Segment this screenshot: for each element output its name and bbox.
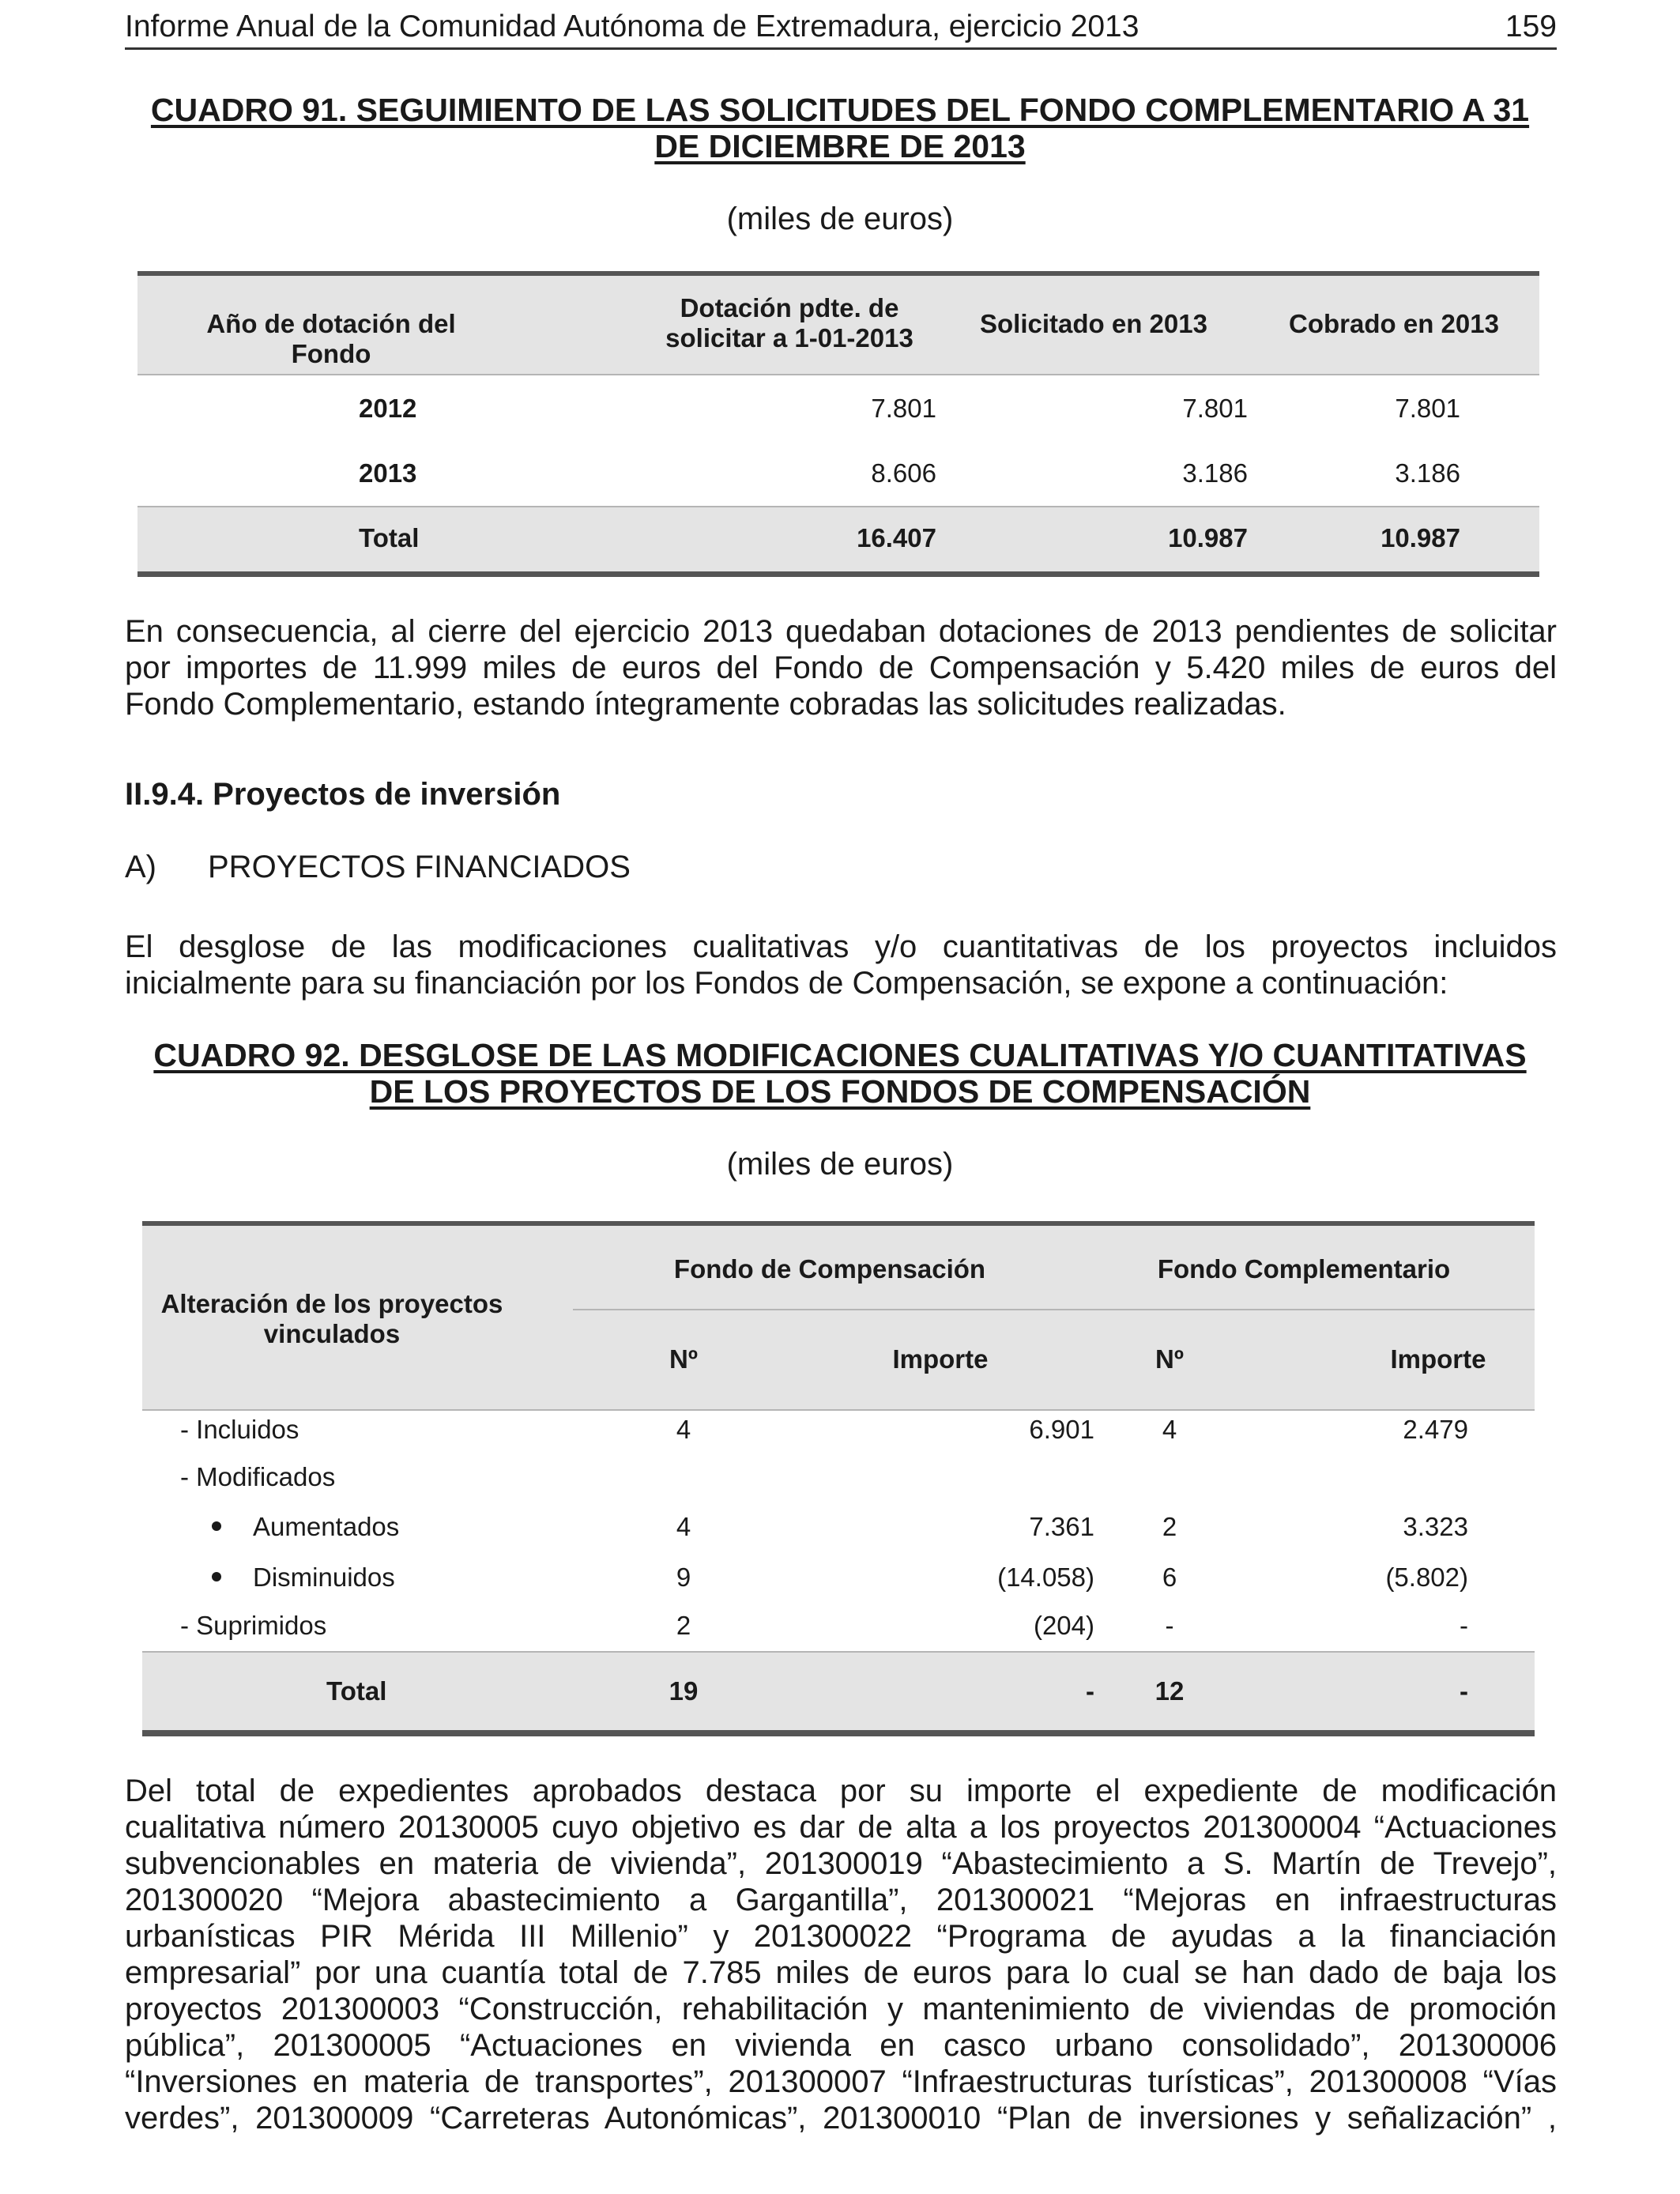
header-fc-importe: Importe (892, 1344, 989, 1374)
paragraph-line: “Inversiones en materia de transportes”, 201300007 “Infraestructuras turísticas”, 201300008 “Vías (125, 2064, 1557, 2099)
paragraph-line: pública”, 201300005 “Actuaciones en vivienda en casco urbano consolidado”, 201300006 (125, 2028, 1557, 2063)
paragraph-line: Del total de expedientes aprobados destaca por su importe el expediente de modificación (125, 1774, 1557, 1808)
row-fc-importe: 7.361 (1029, 1512, 1094, 1541)
header-fondo-complementario: Fondo Complementario (1157, 1254, 1451, 1284)
cuadro91-table (137, 271, 1539, 577)
row-label: - Modificados (180, 1462, 336, 1491)
cuadro92-title-line1: CUADRO 92. DESGLOSE DE LAS MODIFICACIONES CUALITATIVAS Y/O CUANTITATIVAS (153, 1037, 1527, 1073)
paragraph-line: empresarial” por una cuantía total de 7.785 miles de euros para lo cual se han dado de baja los (125, 1955, 1557, 1990)
row-fcomp-importe: (5.802) (1385, 1563, 1468, 1592)
row-label (212, 1512, 399, 1542)
total-fcomp-importe: - (1460, 1676, 1468, 1706)
cuadro91-title-line2: DE DICIEMBRE DE 2013 (654, 128, 1026, 164)
row-cobrado: 7.801 (1395, 394, 1460, 423)
total-fc-n: 19 (669, 1676, 699, 1706)
paragraph-line: cualitativa número 20130005 cuyo objetivo es dar de alta a los proyectos 201300004 “Actuaciones (125, 1810, 1557, 1845)
paragraph-line: Fondo Complementario, estando íntegramente cobradas las solicitudes realizadas. (125, 687, 1286, 722)
paragraph-line: inicialmente para su financiación por los Fondos de Compensación, se expone a continuación: (125, 966, 1448, 1001)
total-cobrado: 10.987 (1381, 523, 1460, 552)
page-header (125, 8, 1557, 50)
table-header (142, 1226, 1535, 1411)
bullet-icon (212, 1572, 221, 1581)
row-fc-n: 4 (676, 1512, 691, 1541)
row-fcomp-n: 2 (1162, 1512, 1177, 1541)
row-fc-n: 9 (676, 1563, 691, 1592)
row-solicitado: 3.186 (1182, 458, 1248, 488)
cuadro92-table (142, 1221, 1535, 1736)
row-fc-importe: (204) (1033, 1611, 1094, 1640)
row-label: - Incluidos (180, 1415, 299, 1444)
report-title: Informe Anual de la Comunidad Autónoma de Extremadura, ejercicio 2013 (125, 9, 1139, 43)
header-alteracion-line1: Alteración de los proyectos (160, 1289, 503, 1318)
header-fcomp-n: Nº (1155, 1344, 1184, 1374)
table-bottom-rule (137, 571, 1539, 577)
subsection-title: PROYECTOS FINANCIADOS (208, 850, 631, 884)
total-fcomp-n: 12 (1155, 1676, 1185, 1706)
header-fondo-compensacion: Fondo de Compensación (673, 1254, 986, 1284)
cuadro91-units: (miles de euros) (726, 202, 954, 236)
section-heading: II.9.4. Proyectos de inversión (125, 777, 561, 812)
total-solicitado: 10.987 (1168, 523, 1248, 552)
header-dotacion (643, 293, 936, 353)
row-fcomp-importe: 2.479 (1403, 1415, 1468, 1444)
header-fcomp-importe: Importe (1390, 1344, 1486, 1374)
row-year: 2012 (359, 394, 417, 423)
row-label-text: Disminuidos (253, 1563, 395, 1592)
subsection-letter: A) (125, 850, 156, 884)
row-fcomp-n: 4 (1162, 1415, 1177, 1444)
paragraph-line: por importes de 11.999 miles de euros del Fondo de Compensación y 5.420 miles de euros del (125, 650, 1557, 685)
paragraph-expedientes (125, 1773, 1557, 2136)
cuadro91-title-line1: CUADRO 91. SEGUIMIENTO DE LAS SOLICITUDES DEL FONDO COMPLEMENTARIO A 31 (150, 92, 1530, 128)
row-fc-n: 4 (676, 1415, 691, 1444)
row-fcomp-importe: 3.323 (1403, 1512, 1468, 1541)
table-header (137, 276, 1539, 375)
row-label-text: Aumentados (253, 1512, 400, 1541)
paragraph-desglose (125, 929, 1557, 1001)
paragraph-line: En consecuencia, al cierre del ejercicio 2013 quedaban dotaciones de 2013 pendientes de solicitar (125, 614, 1557, 649)
header-fc-n: Nº (669, 1344, 698, 1374)
header-anio: Año de dotación del Fondo (206, 309, 456, 368)
table-total-row (137, 506, 1539, 573)
row-fcomp-importe: - (1460, 1611, 1468, 1640)
row-label: - Suprimidos (180, 1611, 327, 1640)
paragraph-line: 201300020 “Mejora abastecimiento a Gargantilla”, 201300021 “Mejoras en infraestructuras (125, 1883, 1557, 1917)
total-label: Total (359, 523, 420, 552)
total-dotacion: 16.407 (857, 523, 936, 552)
total-fc-importe: - (1086, 1676, 1094, 1706)
paragraph-line: verdes”, 201300009 “Carreteras Autonómicas”, 201300010 “Plan de inversiones y señalización” , (125, 2101, 1557, 2136)
bullet-icon (212, 1521, 221, 1531)
row-fcomp-n: 6 (1162, 1563, 1177, 1592)
cuadro92-title (119, 1037, 1561, 1110)
row-solicitado: 7.801 (1182, 394, 1248, 423)
paragraph-line: subvencionables en materia de vivienda”, 201300019 “Abastecimiento a S. Martín de Trevejo”, (125, 1846, 1557, 1881)
row-dotacion: 7.801 (871, 394, 936, 423)
row-fc-n: 2 (676, 1611, 691, 1640)
paragraph-line: urbanísticas PIR Mérida III Millenio” y 201300022 “Programa de ayudas a la financiación (125, 1919, 1557, 1954)
header-dotacion-line1: Dotación pdte. de (680, 293, 899, 322)
row-fcomp-n: - (1165, 1611, 1174, 1640)
row-fc-importe: 6.901 (1029, 1415, 1094, 1444)
header-alteracion (158, 1289, 506, 1349)
row-label (212, 1563, 395, 1593)
row-cobrado: 3.186 (1395, 458, 1460, 488)
row-fc-importe: (14.058) (997, 1563, 1094, 1592)
total-label: Total (326, 1676, 387, 1706)
cuadro91-title (119, 92, 1561, 164)
row-dotacion: 8.606 (871, 458, 936, 488)
table-bottom-rule (142, 1730, 1535, 1736)
header-cobrado: Cobrado en 2013 (1289, 309, 1499, 338)
header-alteracion-line2: vinculados (263, 1319, 401, 1348)
row-year: 2013 (359, 458, 417, 488)
paragraph-line: proyectos 201300003 “Construcción, rehabilitación y mantenimiento de viviendas de promoción (125, 1992, 1557, 2026)
page-number: 159 (1505, 9, 1557, 43)
cuadro92-title-line2: DE LOS PROYECTOS DE LOS FONDOS DE COMPENSACIÓN (369, 1073, 1311, 1110)
paragraph-consecuencia (125, 613, 1557, 722)
header-group-rule (573, 1309, 1535, 1310)
header-solicitado: Solicitado en 2013 (980, 309, 1207, 338)
cuadro92-units: (miles de euros) (726, 1147, 954, 1182)
header-dotacion-line2: solicitar a 1-01-2013 (665, 323, 913, 352)
paragraph-line: El desglose de las modificaciones cualitativas y/o cuantitativas de los proyectos incluidos (125, 929, 1557, 964)
subsection-heading (125, 850, 631, 885)
table-total-row (142, 1651, 1535, 1732)
